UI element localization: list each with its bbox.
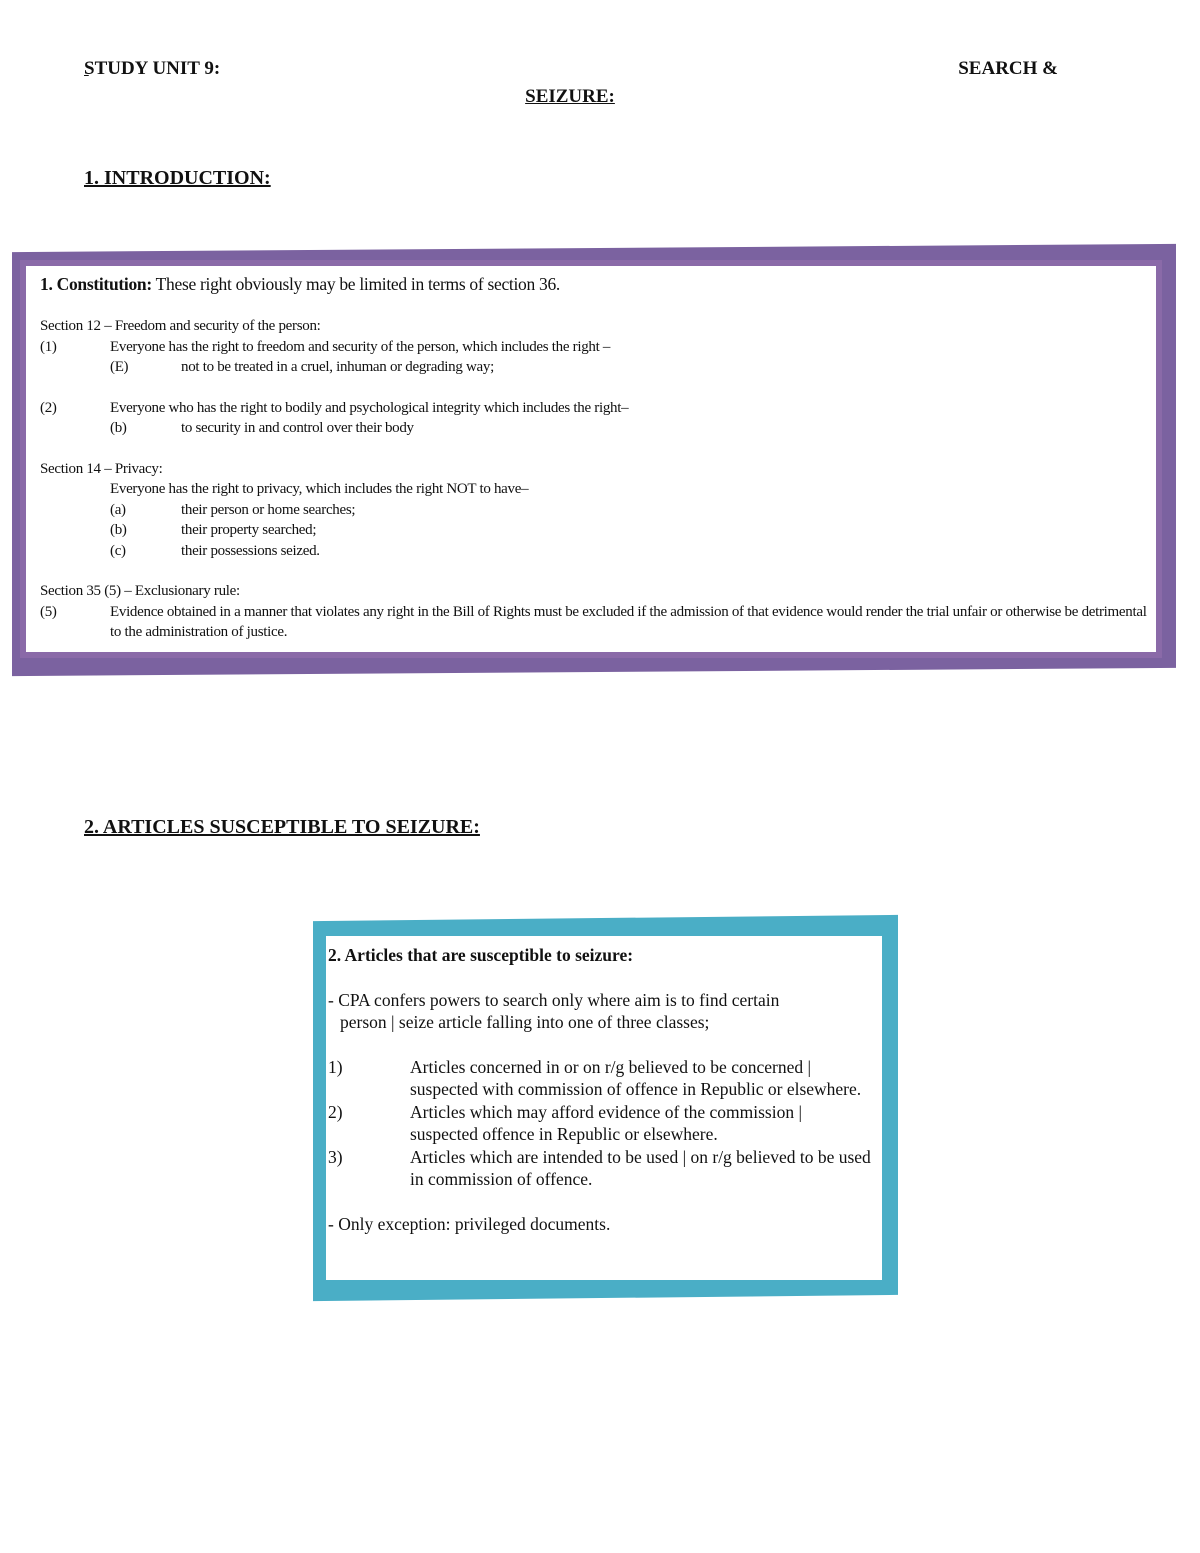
articles-box xyxy=(320,930,888,1286)
section-12-item-2 xyxy=(40,398,1150,419)
subitem-text: to security in and control over their body xyxy=(181,420,414,436)
section-35-heading: Section 35 (5) – Exclusionary rule: xyxy=(40,583,240,599)
section-14-item-c xyxy=(40,541,1150,562)
section-14-heading: Section 14 – Privacy: xyxy=(40,460,163,477)
item-number: (2) xyxy=(40,399,57,416)
articles-item-2 xyxy=(328,1101,873,1146)
item-text: Articles which are intended to be used | on r/g believed to be used in commission of offence. xyxy=(410,1146,871,1189)
section-14-item-b xyxy=(40,520,1150,541)
section-heading-introduction: 1. INTRODUCTION: xyxy=(84,167,271,189)
section-12-heading: Section 12 – Freedom and security of the person: xyxy=(40,318,321,334)
section-35-item-5 xyxy=(40,602,1150,643)
item-text: Articles which may afford evidence of the commission | suspected offence in Republic or elsewhere. xyxy=(410,1101,802,1144)
subitem-text: their person or home searches; xyxy=(181,501,356,518)
subitem-number: (a) xyxy=(110,501,126,518)
section-12-item-1-e xyxy=(40,357,1150,378)
item-number: 3) xyxy=(328,1146,343,1167)
section-12-item-2-b xyxy=(40,418,1150,439)
item-text: Evidence obtained in a manner that violates any right in the Bill of Rights must be excluded if the admission of that evidence would render the trial unfair or otherwise be detrimental to the administration of justice. xyxy=(110,603,1147,640)
articles-item-1 xyxy=(328,1056,873,1101)
constitution-box xyxy=(20,260,1162,658)
item-text: Everyone has the right to freedom and security of the person, which includes the right – xyxy=(110,338,611,355)
item-text: Articles concerned in or on r/g believed to be concerned | suspected with commission of offence in Republic or elsewhere. xyxy=(410,1056,862,1099)
section-heading-articles: 2. ARTICLES SUSCEPTIBLE TO SEIZURE: xyxy=(84,816,480,838)
section-12-item-1 xyxy=(40,337,1150,358)
subitem-text: their possessions seized. xyxy=(181,542,320,559)
subitem-text: their property searched; xyxy=(181,522,317,538)
item-number: (5) xyxy=(40,603,57,620)
section-14-item-a xyxy=(40,500,1150,521)
constitution-title-bold: 1. Constitution: xyxy=(40,274,152,294)
title-continuation: SEIZURE: xyxy=(525,86,615,107)
title-left: STUDY UNIT 9: xyxy=(84,58,221,79)
item-number: 2) xyxy=(328,1101,343,1122)
articles-item-3 xyxy=(328,1146,873,1191)
subitem-number: (E) xyxy=(110,359,129,375)
subitem-text: not to be treated in a cruel, inhuman or degrading way; xyxy=(181,359,494,375)
subitem-number: (b) xyxy=(110,522,127,538)
section-14-text xyxy=(40,479,1150,500)
articles-intro-line-2: person | seize article falling into one of three classes; xyxy=(340,1012,710,1032)
constitution-title-text: These right obviously may be limited in terms of section 36. xyxy=(151,274,561,294)
subitem-number: (b) xyxy=(110,420,127,436)
articles-exception: - Only exception: privileged documents. xyxy=(328,1213,611,1234)
item-text: Everyone who has the right to bodily and psychological integrity which includes the right– xyxy=(110,399,629,416)
title-right: SEARCH & xyxy=(958,58,1058,79)
document-title-line xyxy=(84,58,1060,80)
constitution-title xyxy=(40,272,1150,296)
articles-title: 2. Articles that are susceptible to seizure: xyxy=(328,945,634,965)
articles-intro-line-1: - CPA confers powers to search only where aim is to find certain xyxy=(328,989,780,1010)
item-number: (1) xyxy=(40,338,57,355)
item-text: Everyone has the right to privacy, which includes the right NOT to have– xyxy=(110,481,529,497)
item-number: 1) xyxy=(328,1056,343,1077)
subitem-number: (c) xyxy=(110,542,126,559)
